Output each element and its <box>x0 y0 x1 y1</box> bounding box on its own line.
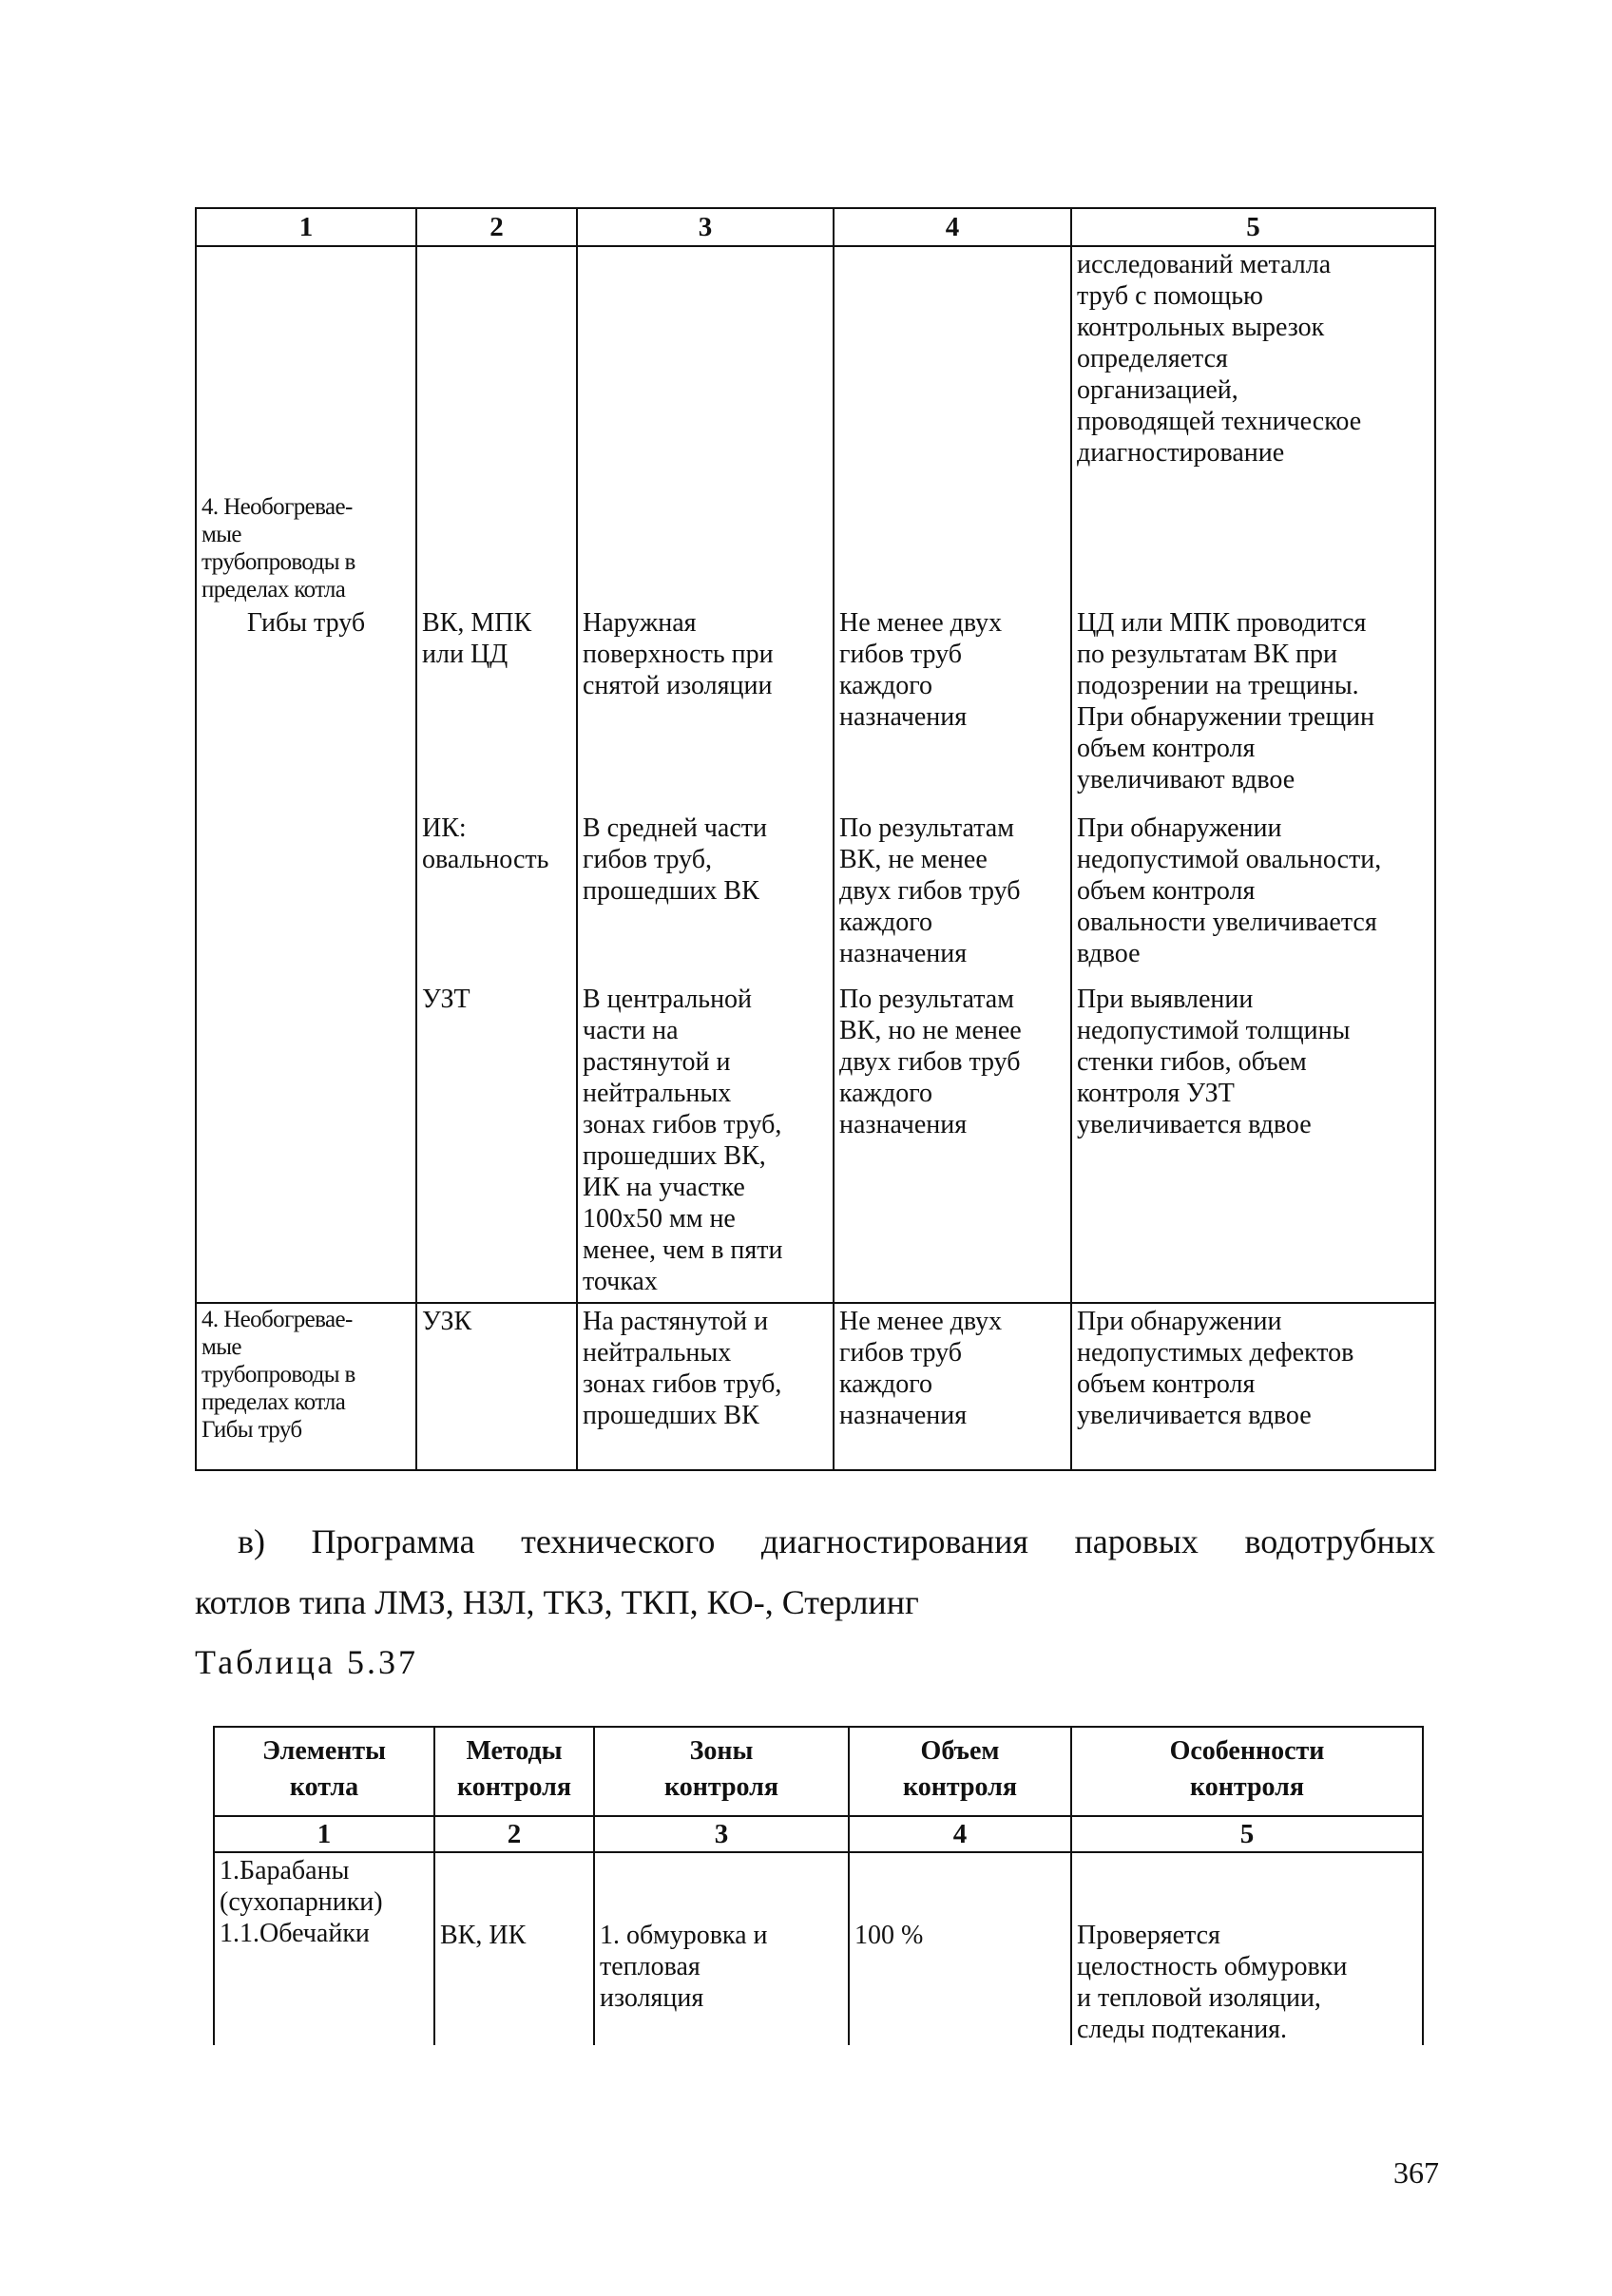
column-number: 2 <box>416 208 577 246</box>
table-row <box>196 605 1435 811</box>
control-zone: Наружная поверхность при снятой изоляции <box>583 608 774 700</box>
continuation-row <box>196 246 1435 605</box>
section-paragraph-line-2: котлов типа ЛМЗ, НЗЛ, ТКЗ, ТКП, КО-, Стерлинг <box>195 1583 919 1621</box>
control-method: ВК, МПК или ЦД <box>422 608 532 669</box>
column-header: Зоны контроля <box>594 1727 849 1816</box>
column-number: 5 <box>1071 1816 1423 1852</box>
control-notes: Проверяется целостность обмуровки и тепловой изоляции, следы подтекания. <box>1077 1921 1348 2044</box>
control-volume: 100 % <box>854 1921 924 1950</box>
control-notes: ЦД или МПК проводится по результатам ВК при подозрении на трещины. При обнаружении трещин объем контроля увеличивают вдвое <box>1077 608 1375 794</box>
column-header: Методы контроля <box>434 1727 594 1816</box>
section-paragraph-line-1: в) Программа технического диагностирования паровых водотрубных <box>238 1522 1435 1560</box>
top-table <box>195 207 1436 1471</box>
control-notes: При выявлении недопустимой толщины стенки гибов, объем контроля УЗТ увеличивается вдвое <box>1077 985 1351 1139</box>
column-number-row <box>196 208 1435 246</box>
element-name: Гибы труб <box>246 608 366 638</box>
control-method: УЗК <box>422 1307 472 1336</box>
element-name: 1.Барабаны (сухопарники) 1.1.Обечайки <box>220 1856 383 1948</box>
column-number-row <box>214 1816 1423 1852</box>
table-caption: Таблица 5.37 <box>195 1643 418 1681</box>
column-number: 3 <box>594 1816 849 1852</box>
control-notes: При обнаружении недопустимой овальности, объем контроля овальности увеличивается вдвое <box>1077 813 1382 968</box>
bottom-table <box>213 1726 1424 2045</box>
control-volume: Не менее двух гибов труб каждого назначения <box>839 1307 1003 1430</box>
control-method: ВК, ИК <box>440 1921 527 1950</box>
page-number: 367 <box>1393 2155 1439 2190</box>
control-zone: 1. обмуровка и тепловая изоляция <box>600 1921 768 2013</box>
control-volume: По результатам ВК, не менее двух гибов труб каждого назначения <box>839 813 1021 968</box>
column-header: Особенности контроля <box>1071 1727 1423 1816</box>
column-number: 3 <box>577 208 834 246</box>
table-row <box>196 1303 1435 1470</box>
column-number: 5 <box>1071 208 1435 246</box>
column-header: Объем контроля <box>849 1727 1071 1816</box>
column-number: 1 <box>196 208 416 246</box>
column-number: 4 <box>834 208 1071 246</box>
column-number: 4 <box>849 1816 1071 1852</box>
element-name: 4. Необогревае- мые трубопроводы в пределах котла Гибы труб <box>202 1307 355 1443</box>
table-row <box>196 982 1435 1303</box>
table-row <box>214 1852 1423 2045</box>
table-row <box>196 811 1435 982</box>
control-zone: В средней части гибов труб, прошедших ВК <box>583 813 767 906</box>
control-method: УЗТ <box>422 985 470 1014</box>
header-row <box>214 1727 1423 1816</box>
control-volume: По результатам ВК, но не менее двух гибов труб каждого назначения <box>839 985 1022 1139</box>
control-zone: На растянутой и нейтральных зонах гибов труб, прошедших ВК <box>583 1307 782 1430</box>
control-zone: В центральной части на растянутой и нейтральных зонах гибов труб, прошедших ВК, ИК на участке 100х50 мм не менее, чем в пяти точках <box>583 985 783 1296</box>
section-title: 4. Необогревае- мые трубопроводы в пределах котла <box>202 494 355 603</box>
column-number: 1 <box>214 1816 434 1852</box>
column-header: Элементы котла <box>214 1727 434 1816</box>
control-notes: При обнаружении недопустимых дефектов объем контроля увеличивается вдвое <box>1077 1307 1354 1430</box>
control-method: ИК: овальность <box>422 813 549 874</box>
column-number: 2 <box>434 1816 594 1852</box>
continued-notes: исследований металла труб с помощью контрольных вырезок определяется организацией, проводящей техническое диагностирование <box>1077 250 1362 468</box>
control-volume: Не менее двух гибов труб каждого назначения <box>839 608 1003 732</box>
